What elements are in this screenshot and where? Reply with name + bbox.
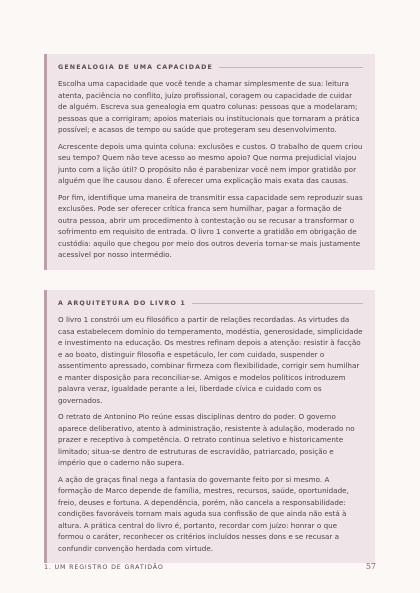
section-heading (58, 300, 363, 307)
paragraph: Acrescente depois uma quinta coluna: exclusões e custos. O trabalho de quem criou seu tempo? Quem não teve acesso ao mesmo apoio? Que norma prejudicial viajou junto com a lição útil? O propósito não é parabenizar você nem impor gratidão por alguém que lhe causou dano. É oferecer uma explicação mais exata das causas. (58, 141, 363, 185)
exercise-box (44, 54, 375, 270)
section-heading-text: GENEALOGIA DE UMA CAPACIDADE (58, 64, 213, 71)
paragraph: O retrato de Antonino Pio reúne essas disciplinas dentro do poder. O governo aparece deliberativo, atento à administração, resistente à adulação, moderado no prazer e receptivo à competência. O retrato continua seletivo e historicamente limitado; situa-se dentro de estruturas de escravidão, patriarcado, posição e império que o caderno não supera. (58, 412, 355, 467)
heading-rule (219, 67, 363, 68)
page-number: 57 (365, 562, 376, 571)
paragraph: Por fim, identifique uma maneira de transmitir essa capacidade sem reproduzir suas exclusões. Pode ser oferecer crítica franca sem humilhar, pagar a formação de outra pessoa, abrir um procedimento à contestação ou se recusar a transformar o sofrimento em requisito de entrada. O livro 1 converte a gratidão em obrigação de custódia: aquilo que chegou por meio dos outros deveria tornar-se mais justamente acessível por nosso intermédio. (58, 192, 363, 259)
paragraph: A ação de graças final nega a fantasia do governante feito por si mesmo. A formação de Marco depende de família, mestres, recursos, saúde, oportunidade, freio, deuses e fortuna. A dependência, porém, não cancela a responsabilidade: condições favoráveis tornam mais aguda sua confissão de que ainda não está à altura. A prática central do livro é, portanto, recordar com juízo: honrar o que formou o caráter, reconhecer os critérios incluídos nesses dons e se recusar a confundir convenção herdada com virtude. (58, 474, 349, 553)
summary-box (44, 290, 375, 563)
heading-rule (192, 303, 363, 304)
section-heading-text: A ARQUITETURA DO LIVRO 1 (58, 300, 186, 307)
paragraph: Escolha uma capacidade que você tende a chamar simplesmente de sua: leitura atenta, paciência no conflito, juízo profissional, coragem ou capacidade de cuidar de alguém. Escreva sua genealogia em quatro colunas: pessoas que a modelaram; pessoas que a corrigiram; apoios materiais ou institucionais que tornaram a prática possível; e acasos de tempo ou saúde que protegeram seu desenvolvimento. (58, 79, 360, 134)
page-footer (44, 562, 376, 571)
paragraph: O livro 1 constrói um eu filosófico a partir de relações recordadas. As virtudes da casa estabelecem domínio do temperamento, modéstia, generosidade, simplicidade e investimento na educação. Os mestres refinam depois a atenção: resistir à facção e ao boato, distinguir filosofia e espetáculo, ler com cuidado, suspender o assentimento apressado, combinar firmeza com flexibilidade, corrigir sem humilhar e manter disposição para reconciliar-se. Amigos e modelos políticos introduzem palavra veraz, igualdade perante a lei, liberdade cívica e cuidado com os governados. (58, 315, 363, 405)
section-heading (58, 64, 363, 71)
running-chapter-title: 1. UM REGISTRO DE GRATIDÃO (44, 564, 164, 571)
